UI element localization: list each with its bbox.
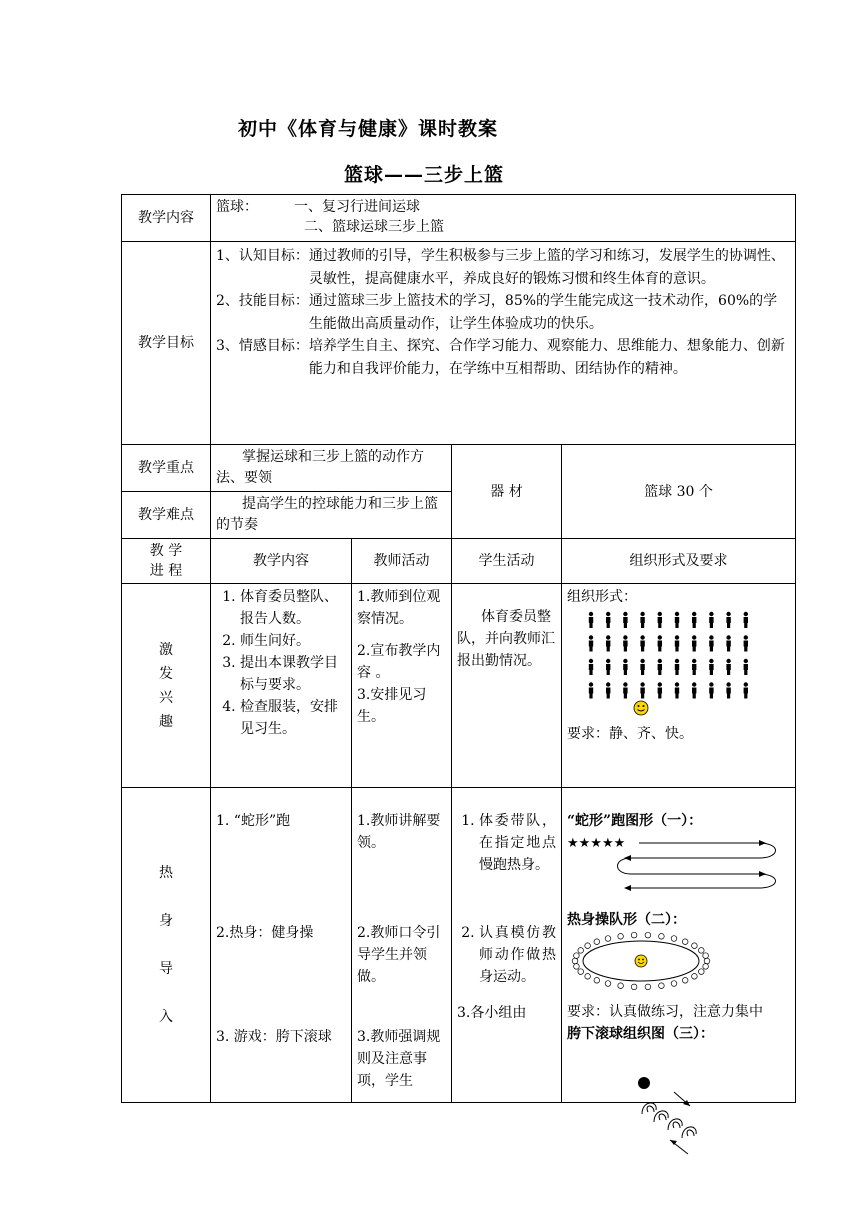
warmup-requirement: 要求：认真做练习，注意力集中 [567, 1004, 763, 1020]
goal-skill: 2、技能目标： 通过篮球三步上篮技术的学习，85%的学生能完成这一技术动作，60%的学生能做出高质量动作，让学生体验成功的快乐。 [216, 293, 778, 332]
student-face-icon [699, 969, 705, 975]
section2-teacher: 1.教师讲解要领。 2.教师口令引导学生并领做。 3.教师强调规则及注意事项，学生 [352, 788, 452, 1103]
teacher-smiley-icon [635, 955, 647, 967]
student-figure-icon [675, 659, 679, 675]
student-figure-icon [589, 635, 593, 651]
student-figure-icon [589, 612, 593, 628]
student-face-icon [585, 943, 591, 949]
snake-run-diagram [567, 832, 789, 896]
student-figure-icon [692, 659, 696, 675]
star-row-icon: ★★★★★ [567, 836, 626, 851]
student-face-icon [572, 958, 578, 964]
goals-label: 教学目标 [122, 242, 211, 445]
content-label: 教学内容 [122, 195, 211, 242]
section1-label: 激 发 兴 趣 [122, 584, 211, 788]
content-item-1: 一、复习行进间运球 [294, 199, 420, 215]
teacher-smiley-icon [634, 701, 648, 715]
content-item-2: 二、篮球运球三步上篮 [304, 219, 444, 235]
section1-student: 体育委员整队，并向教师汇报出勤情况。 [452, 584, 562, 788]
section1-teacher: 1.教师到位观察情况。 2.宣布教学内容 。 3.安排见习生。 [352, 584, 452, 788]
student-figure-icon [692, 612, 696, 628]
student-face-icon [704, 958, 710, 964]
student-figure-icon [640, 612, 644, 628]
row-keypoint [122, 445, 796, 492]
student-face-icon [631, 984, 637, 990]
student-face-icon [645, 932, 651, 938]
formation-diagram [567, 608, 789, 716]
header-org: 组织形式及要求 [562, 539, 796, 584]
student-face-icon [618, 934, 624, 940]
student-face-icon [578, 969, 584, 975]
org-title: 组织形式： [567, 589, 637, 605]
org-requirement: 要求：静、齐、快。 [567, 726, 693, 742]
header-process: 教 学 进 程 [122, 539, 211, 584]
student-figure-icon [606, 682, 610, 698]
student-figure-icon [692, 635, 696, 651]
student-face-icon [605, 981, 611, 987]
student-face-icon [574, 964, 580, 970]
student-face-icon [578, 948, 584, 954]
student-figure-icon [675, 682, 679, 698]
student-face-icon [594, 939, 600, 945]
goals-cell [211, 242, 796, 445]
student-face-icon [692, 974, 698, 980]
student-figure-icon [726, 635, 730, 651]
student-figure-icon [675, 635, 679, 651]
goal-cognitive: 1、认知目标： 通过教师的引导，学生积极参与三步上篮的学习和练习，发展学生的协调性、灵敏性，提高健康水平，养成良好的锻炼习惯和终生体育的意识。 [216, 248, 785, 287]
student-figure-icon [589, 682, 593, 698]
difficulty-label: 教学难点 [122, 492, 211, 539]
student-figure-icon [658, 682, 662, 698]
figure-1-title: “蛇形”跑图形（一）： [567, 813, 703, 829]
student-figure-icon [709, 635, 713, 651]
ball-icon [638, 1077, 650, 1089]
student-figure-icon [606, 659, 610, 675]
student-figure-icon [640, 682, 644, 698]
row-headers [122, 539, 796, 584]
content-sport: 篮球： [216, 199, 258, 215]
student-figure-icon [709, 682, 713, 698]
section2-org [562, 788, 796, 1103]
student-face-icon [703, 964, 709, 970]
student-face-icon [692, 943, 698, 949]
student-face-icon [659, 934, 665, 940]
student-face-icon [671, 981, 677, 987]
student-figure-icon [606, 612, 610, 628]
section2-label: 热 身 导 入 [122, 788, 211, 1103]
student-figure-icon [623, 635, 627, 651]
student-figure-icon [623, 612, 627, 628]
row-section-2 [122, 788, 796, 1103]
lesson-plan-table [121, 194, 796, 1103]
goal-emotion: 3、情感目标： 培养学生自主、探究、合作学习能力、观察能力、思维能力、想象能力、创新能力和自我评价能力，在学练中互相帮助、团结协作的精神。 [216, 338, 785, 377]
student-figure-icon [744, 682, 748, 698]
section1-content: 1. 体育委员整队、报告人数。 2. 师生问好。 3. 提出本课教学目标与要求。 4. 检查服装，安排见习生。 [211, 584, 352, 788]
student-figure-icon [640, 635, 644, 651]
section1-org [562, 584, 796, 788]
student-figure-icon [658, 659, 662, 675]
student-face-icon [574, 953, 580, 959]
student-figure-icon [726, 612, 730, 628]
student-figure-icon [709, 612, 713, 628]
keypoint-label: 教学重点 [122, 445, 211, 492]
student-face-icon [659, 983, 665, 989]
student-figure-icon [744, 612, 748, 628]
student-figure-icon [744, 659, 748, 675]
crotch-roll-diagram [630, 1074, 720, 1156]
section2-content: 1. “蛇形”跑 2.热身：健身操 3. 游戏：胯下滚球 [211, 788, 352, 1103]
student-figure-icon [606, 635, 610, 651]
keypoint-text: 掌握运球和三步上篮的动作方法、要领 [211, 445, 452, 492]
student-figure-icon [640, 659, 644, 675]
student-face-icon [645, 984, 651, 990]
student-face-icon [671, 936, 677, 942]
page-title: 初中《体育与健康》课时教案 [238, 118, 499, 140]
warmup-formation-diagram [567, 931, 789, 993]
student-face-icon [594, 978, 600, 984]
student-face-icon [631, 932, 637, 938]
figure-3-title: 胯下滚球组织图（三）： [567, 1026, 714, 1042]
student-figure-icon [658, 612, 662, 628]
student-face-icon [699, 948, 705, 954]
header-teacher: 教师活动 [352, 539, 452, 584]
student-face-icon [605, 936, 611, 942]
equipment-value: 篮球 30 个 [562, 445, 796, 539]
student-figure-icon [726, 659, 730, 675]
figure-2-title: 热身操队形（二）： [567, 912, 686, 928]
page-subtitle: 篮球——三步上篮 [344, 164, 505, 186]
student-figure-icon [675, 612, 679, 628]
student-figure-icon [623, 682, 627, 698]
header-student: 学生活动 [452, 539, 562, 584]
row-section-1 [122, 584, 796, 788]
student-face-icon [682, 978, 688, 984]
row-goals [122, 242, 796, 445]
student-figure-icon [709, 659, 713, 675]
student-face-icon [618, 983, 624, 989]
student-figure-icon [726, 682, 730, 698]
student-face-icon [585, 974, 591, 980]
student-face-icon [703, 953, 709, 959]
equipment-label: 器 材 [452, 445, 562, 539]
student-figure-icon [623, 659, 627, 675]
student-figure-icon [658, 635, 662, 651]
header-content: 教学内容 [211, 539, 352, 584]
student-face-icon [682, 939, 688, 945]
row-content [122, 195, 796, 242]
student-figure-icon [744, 635, 748, 651]
student-figure-icon [589, 659, 593, 675]
student-figure-icon [692, 682, 696, 698]
section2-student: 1. 体委带队，在指定地点慢跑热身。 2. 认真模仿教师动作做热身运动。 3.各小组由 [452, 788, 562, 1103]
difficulty-text: 提高学生的控球能力和三步上篮的节奏 [211, 492, 452, 539]
content-cell [211, 195, 796, 242]
